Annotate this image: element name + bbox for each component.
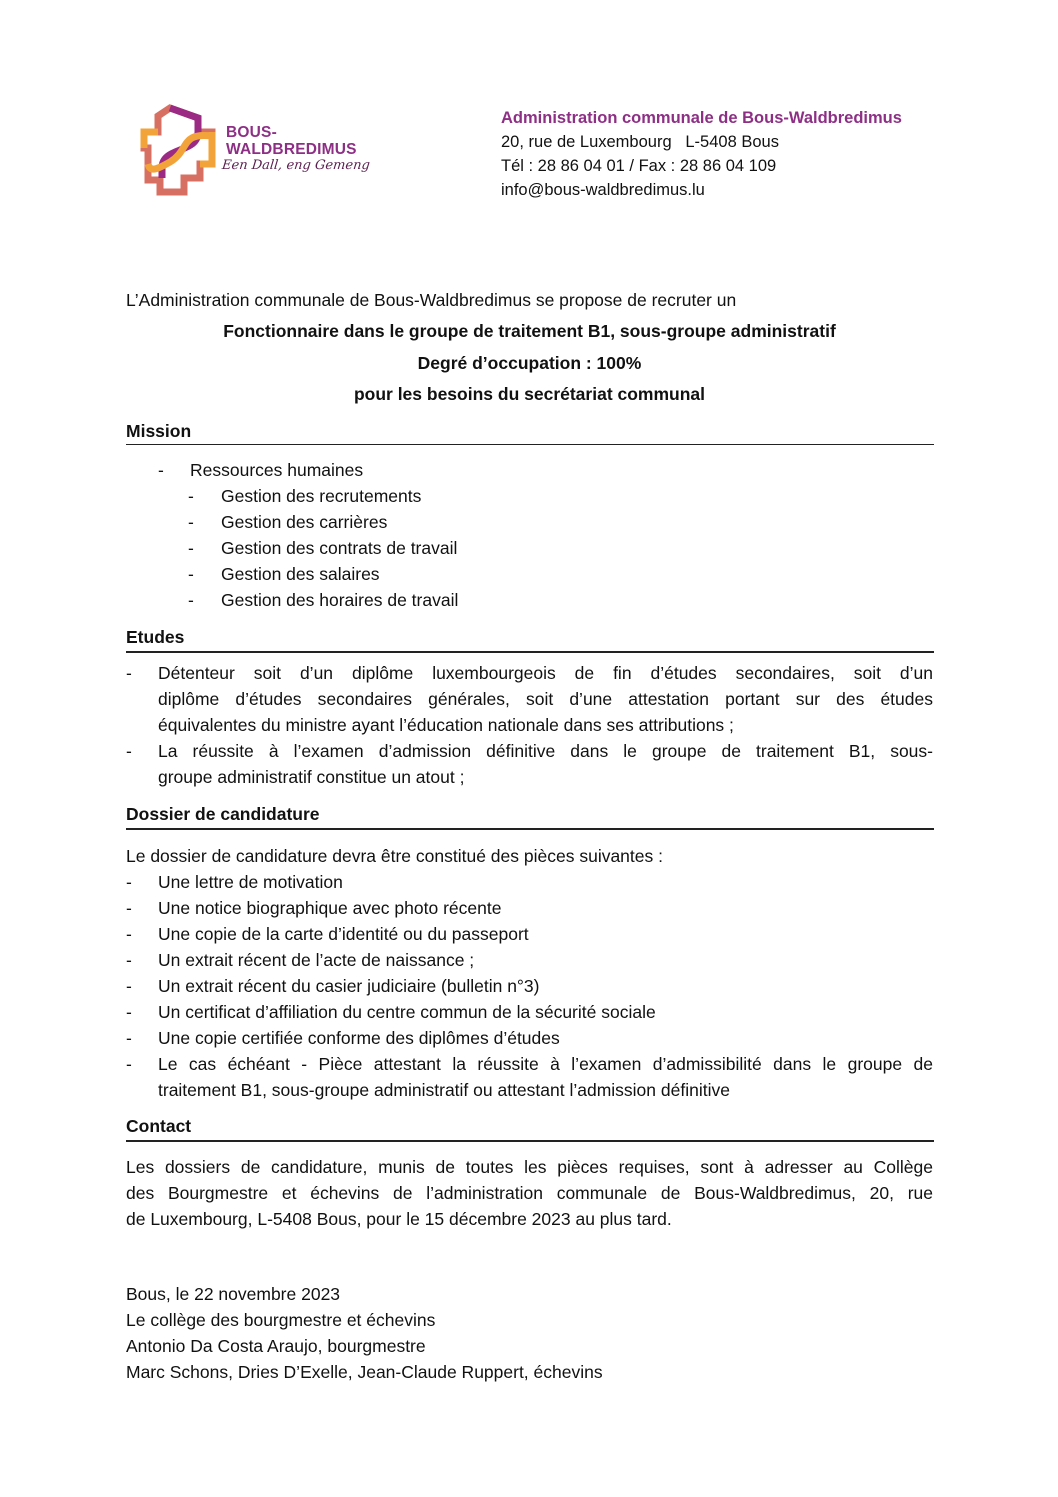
contact-text-line: Les dossiers de candidature, munis de toutes les pièces requises, sont à adresser au Collège xyxy=(126,1157,933,1177)
signatory-mayor: Antonio Da Costa Araujo, bourgmestre xyxy=(126,1336,426,1356)
phone-fax: Tél : 28 86 04 01 / Fax : 28 86 04 109 xyxy=(501,157,777,175)
dossier-last-item-line: Le cas échéant - Pièce attestant la réussite à l’examen d’admissibilité dans le groupe de xyxy=(158,1054,933,1074)
section-divider xyxy=(126,828,934,830)
dossier-item: Une notice biographique avec photo récente xyxy=(158,898,502,918)
section-divider xyxy=(126,651,934,653)
mission-subitem: Gestion des horaires de travail xyxy=(221,590,459,610)
bullet-dash: - xyxy=(188,512,194,532)
signatory-body: Le collège des bourgmestre et échevins xyxy=(126,1310,436,1330)
dossier-item: Une copie certifiée conforme des diplômes d’études xyxy=(158,1028,560,1048)
job-purpose: pour les besoins du secrétariat communal xyxy=(353,384,706,404)
bullet-dash: - xyxy=(126,898,132,918)
dossier-item: Une lettre de motivation xyxy=(158,872,343,892)
bullet-dash: - xyxy=(126,950,132,970)
mission-subitem: Gestion des salaires xyxy=(221,564,380,584)
bullet-dash: - xyxy=(188,564,194,584)
bullet-dash: - xyxy=(188,486,194,506)
place-and-date: Bous, le 22 novembre 2023 xyxy=(126,1284,341,1304)
etudes-item-1-line: diplôme d’études secondaires générales, soit d’une attestation portant sur des études xyxy=(158,689,933,709)
bullet-dash: - xyxy=(188,590,194,610)
dossier-item: Un extrait récent du casier judiciaire (bulletin n°3) xyxy=(158,976,540,996)
contact-text-line: de Luxembourg, L-5408 Bous, pour le 15 décembre 2023 au plus tard. xyxy=(126,1209,672,1229)
etudes-item-1-line: équivalentes du ministre ayant l’éducation nationale dans ses attributions ; xyxy=(158,715,734,735)
section-divider xyxy=(126,444,934,445)
logo-name-line2: WALDBREDIMUS xyxy=(226,141,357,158)
bullet-dash: - xyxy=(126,872,132,892)
dossier-intro: Le dossier de candidature devra être constitué des pièces suivantes : xyxy=(126,846,663,866)
mission-item: Ressources humaines xyxy=(190,460,364,480)
bullet-dash: - xyxy=(188,538,194,558)
logo-name-line1: BOUS- xyxy=(226,124,277,141)
dossier-item: Un extrait récent de l’acte de naissance ; xyxy=(158,950,475,970)
bullet-dash: - xyxy=(126,976,132,996)
etudes-item-2-line: groupe administratif constitue un atout ; xyxy=(158,767,465,787)
section-heading-etudes: Etudes xyxy=(126,627,185,647)
job-title: Fonctionnaire dans le groupe de traitement B1, sous-groupe administratif xyxy=(223,321,836,341)
bullet-dash: - xyxy=(126,663,132,683)
dossier-last-item-line: traitement B1, sous-groupe administratif ou attestant l’admission définitive xyxy=(158,1080,730,1100)
bullet-dash: - xyxy=(126,1002,132,1022)
bullet-dash: - xyxy=(126,1054,132,1074)
bullet-dash: - xyxy=(158,460,164,480)
etudes-item-1-line: Détenteur soit d’un diplôme luxembourgeois de fin d’études secondaires, soit d’un xyxy=(158,663,933,683)
bullet-dash: - xyxy=(126,741,132,761)
mission-subitem: Gestion des carrières xyxy=(221,512,388,532)
email-address[interactable]: info@bous-waldbredimus.lu xyxy=(501,181,705,199)
dossier-item: Une copie de la carte d’identité ou du passeport xyxy=(158,924,529,944)
logo-tagline: Een Dall, eng Gemeng xyxy=(221,158,371,173)
etudes-item-2-line: La réussite à l’examen d’admission définitive dans le groupe de traitement B1, sous- xyxy=(158,741,933,761)
contact-text-line: des Bourgmestre et échevins de l’administration communale de Bous-Waldbredimus, 20, rue xyxy=(126,1183,933,1203)
bullet-dash: - xyxy=(126,1028,132,1048)
signatory-aldermen: Marc Schons, Dries D’Exelle, Jean-Claude Ruppert, échevins xyxy=(126,1362,603,1382)
dossier-item: Un certificat d’affiliation du centre commun de la sécurité sociale xyxy=(158,1002,656,1022)
document-body xyxy=(126,0,933,1497)
mission-subitem: Gestion des recrutements xyxy=(221,486,422,506)
organization-name: Administration communale de Bous-Waldbredimus xyxy=(501,109,902,127)
intro-text: L’Administration communale de Bous-Waldbredimus se propose de recruter un xyxy=(126,290,737,310)
postal-address: 20, rue de Luxembourg L-5408 Bous xyxy=(501,133,779,151)
mission-subitem: Gestion des contrats de travail xyxy=(221,538,458,558)
bullet-dash: - xyxy=(126,924,132,944)
section-heading-dossier: Dossier de candidature xyxy=(126,804,320,824)
section-divider xyxy=(126,1140,934,1142)
section-heading-contact: Contact xyxy=(126,1116,192,1136)
occupation-degree: Degré d’occupation : 100% xyxy=(417,353,642,373)
section-heading-mission: Mission xyxy=(126,421,192,441)
